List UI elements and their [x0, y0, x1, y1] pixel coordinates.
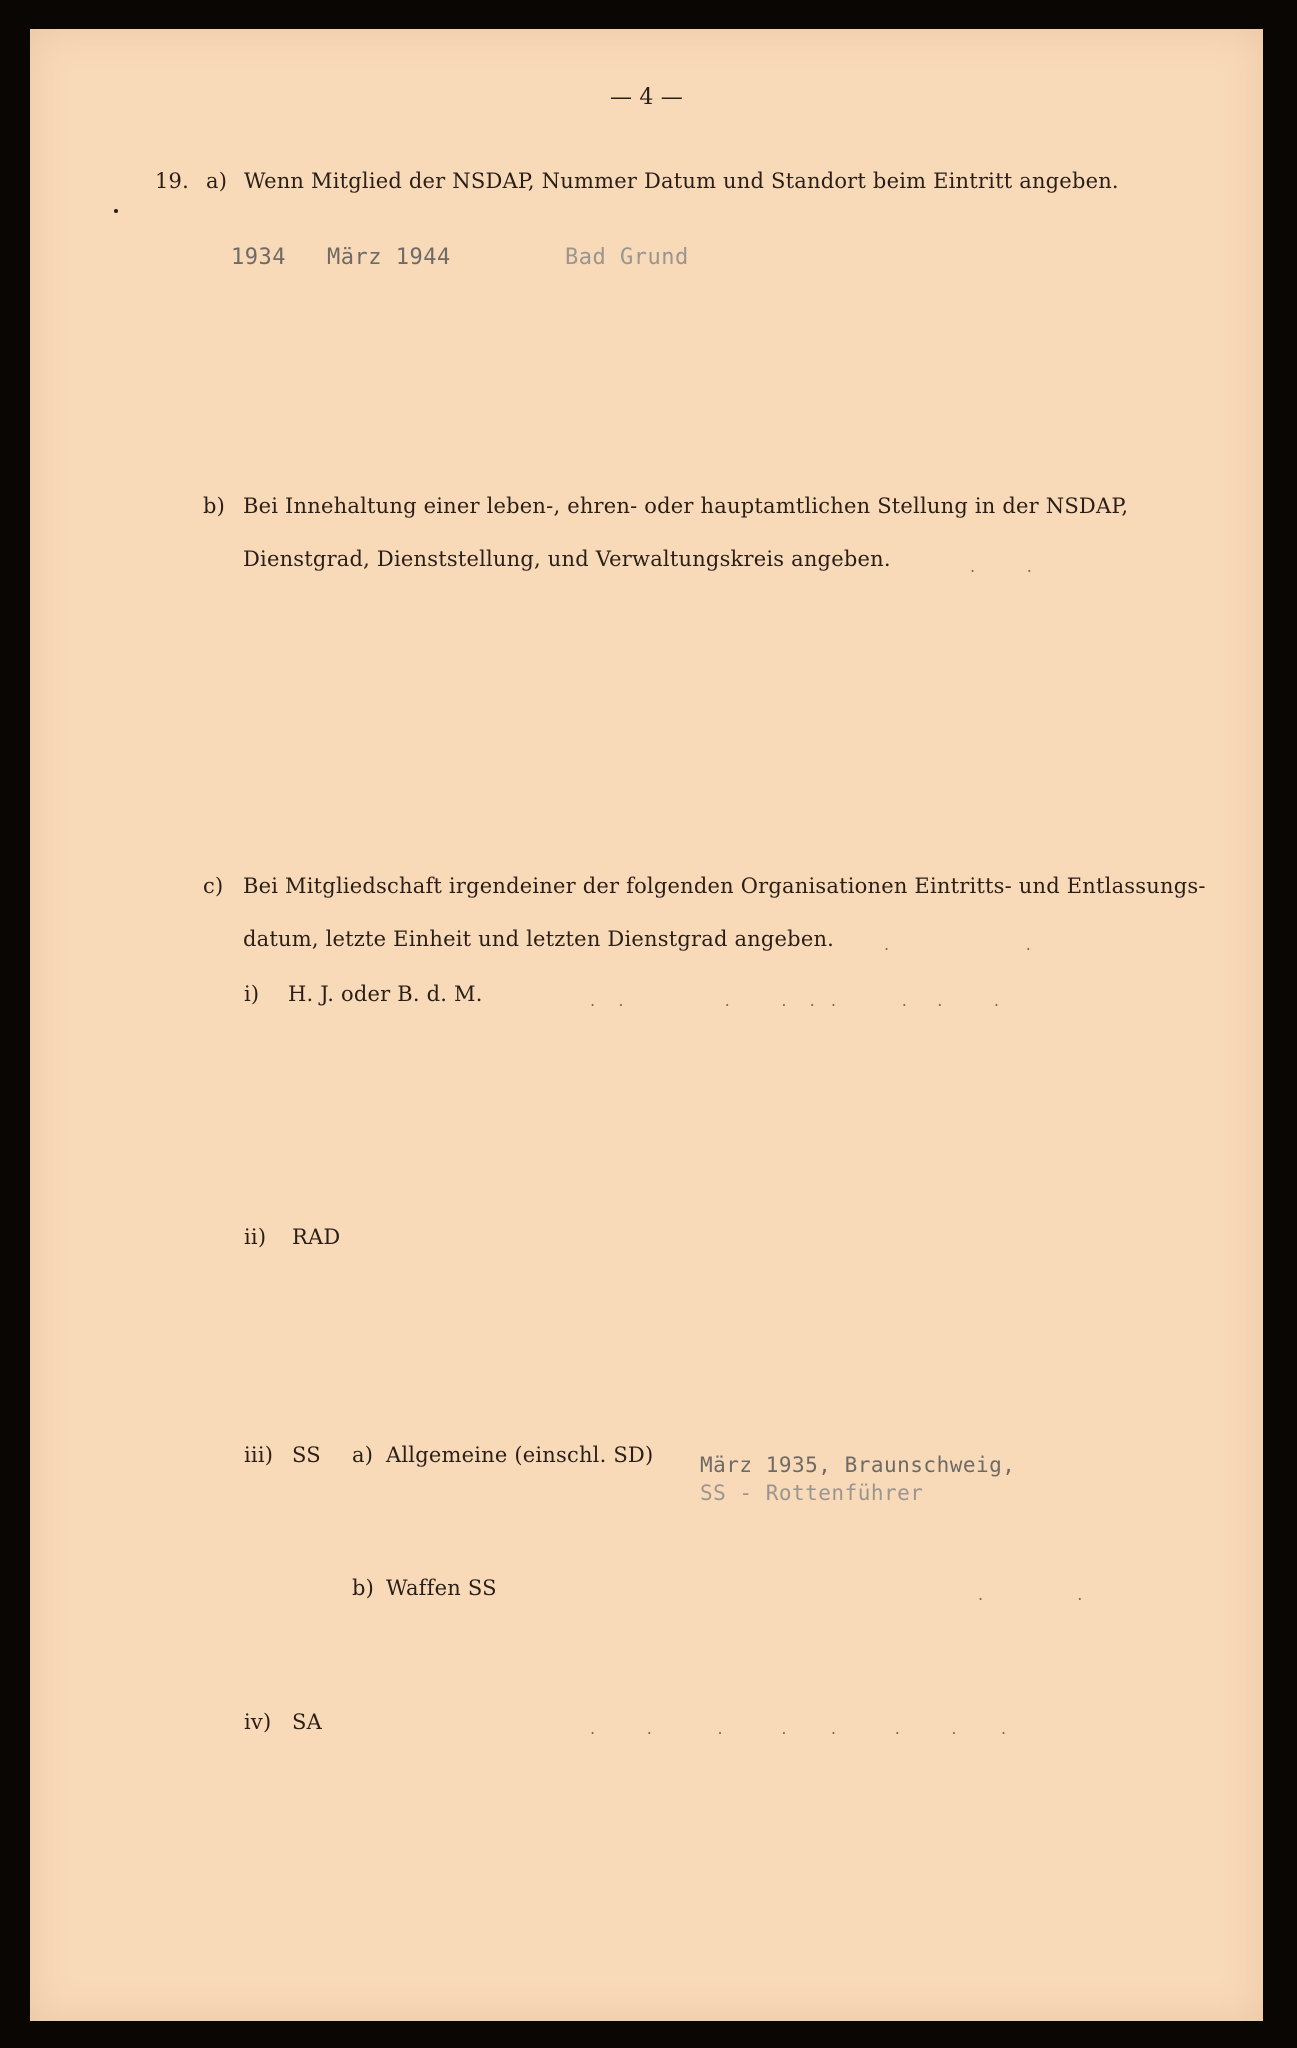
page-number: — 4 —	[610, 85, 683, 110]
item-iii-a-text: Allgemeine (einschl. SD)	[386, 1443, 654, 1467]
item-iv-text: SA	[292, 1710, 322, 1734]
question-19b-label: b)	[203, 494, 226, 518]
item-iii-label: iii)	[244, 1443, 274, 1467]
nsdap-date-answer: März 1944	[327, 245, 451, 270]
item-i-label: i)	[244, 982, 260, 1006]
question-19a-text: Wenn Mitglied der NSDAP, Nummer Datum und Standort beim Eintritt angeben.	[244, 169, 1119, 193]
ss-answer-line1: März 1935, Braunschweig,	[700, 1453, 1016, 1477]
nsdap-place-answer: Bad Grund	[565, 245, 689, 270]
dotted-fill: . . . . . . . . .	[590, 991, 1001, 1010]
margin-speck	[114, 209, 118, 213]
dotted-fill: . .	[978, 1585, 1085, 1604]
question-19a-label: a)	[206, 169, 228, 193]
item-ii-text: RAD	[292, 1225, 341, 1249]
dotted-fill: . . . . . . . .	[590, 1719, 1009, 1738]
question-19b-line2: Dienstgrad, Dienststellung, und Verwaltungskreis angeben.	[243, 547, 891, 571]
item-iii-b-label: b)	[352, 1576, 375, 1600]
item-iii-b-text: Waffen SS	[386, 1576, 497, 1600]
question-19b-line1: Bei Innehaltung einer leben-, ehren- oder hauptamtlichen Stellung in der NSDAP,	[243, 494, 1129, 518]
item-iii-org: SS	[292, 1443, 321, 1467]
item-ii-label: ii)	[244, 1225, 267, 1249]
question-19c-line1: Bei Mitgliedschaft irgendeiner der folgenden Organisationen Eintritts- und Entlassungs-	[243, 874, 1206, 898]
dotted-fill: . .	[970, 557, 1034, 576]
question-number: 19.	[155, 169, 189, 193]
item-i-text: H. J. oder B. d. M.	[288, 982, 483, 1006]
question-19c-label: c)	[203, 874, 224, 898]
dotted-fill: . .	[884, 935, 1033, 954]
ss-answer-line2: SS - Rottenführer	[700, 1481, 924, 1505]
item-iii-a-label: a)	[352, 1443, 374, 1467]
nsdap-number-answer: 1934	[231, 245, 286, 270]
document-page	[30, 29, 1263, 2021]
item-iv-label: iv)	[244, 1710, 272, 1734]
question-19c-line2: datum, letzte Einheit und letzten Dienstgrad angeben.	[243, 927, 835, 951]
